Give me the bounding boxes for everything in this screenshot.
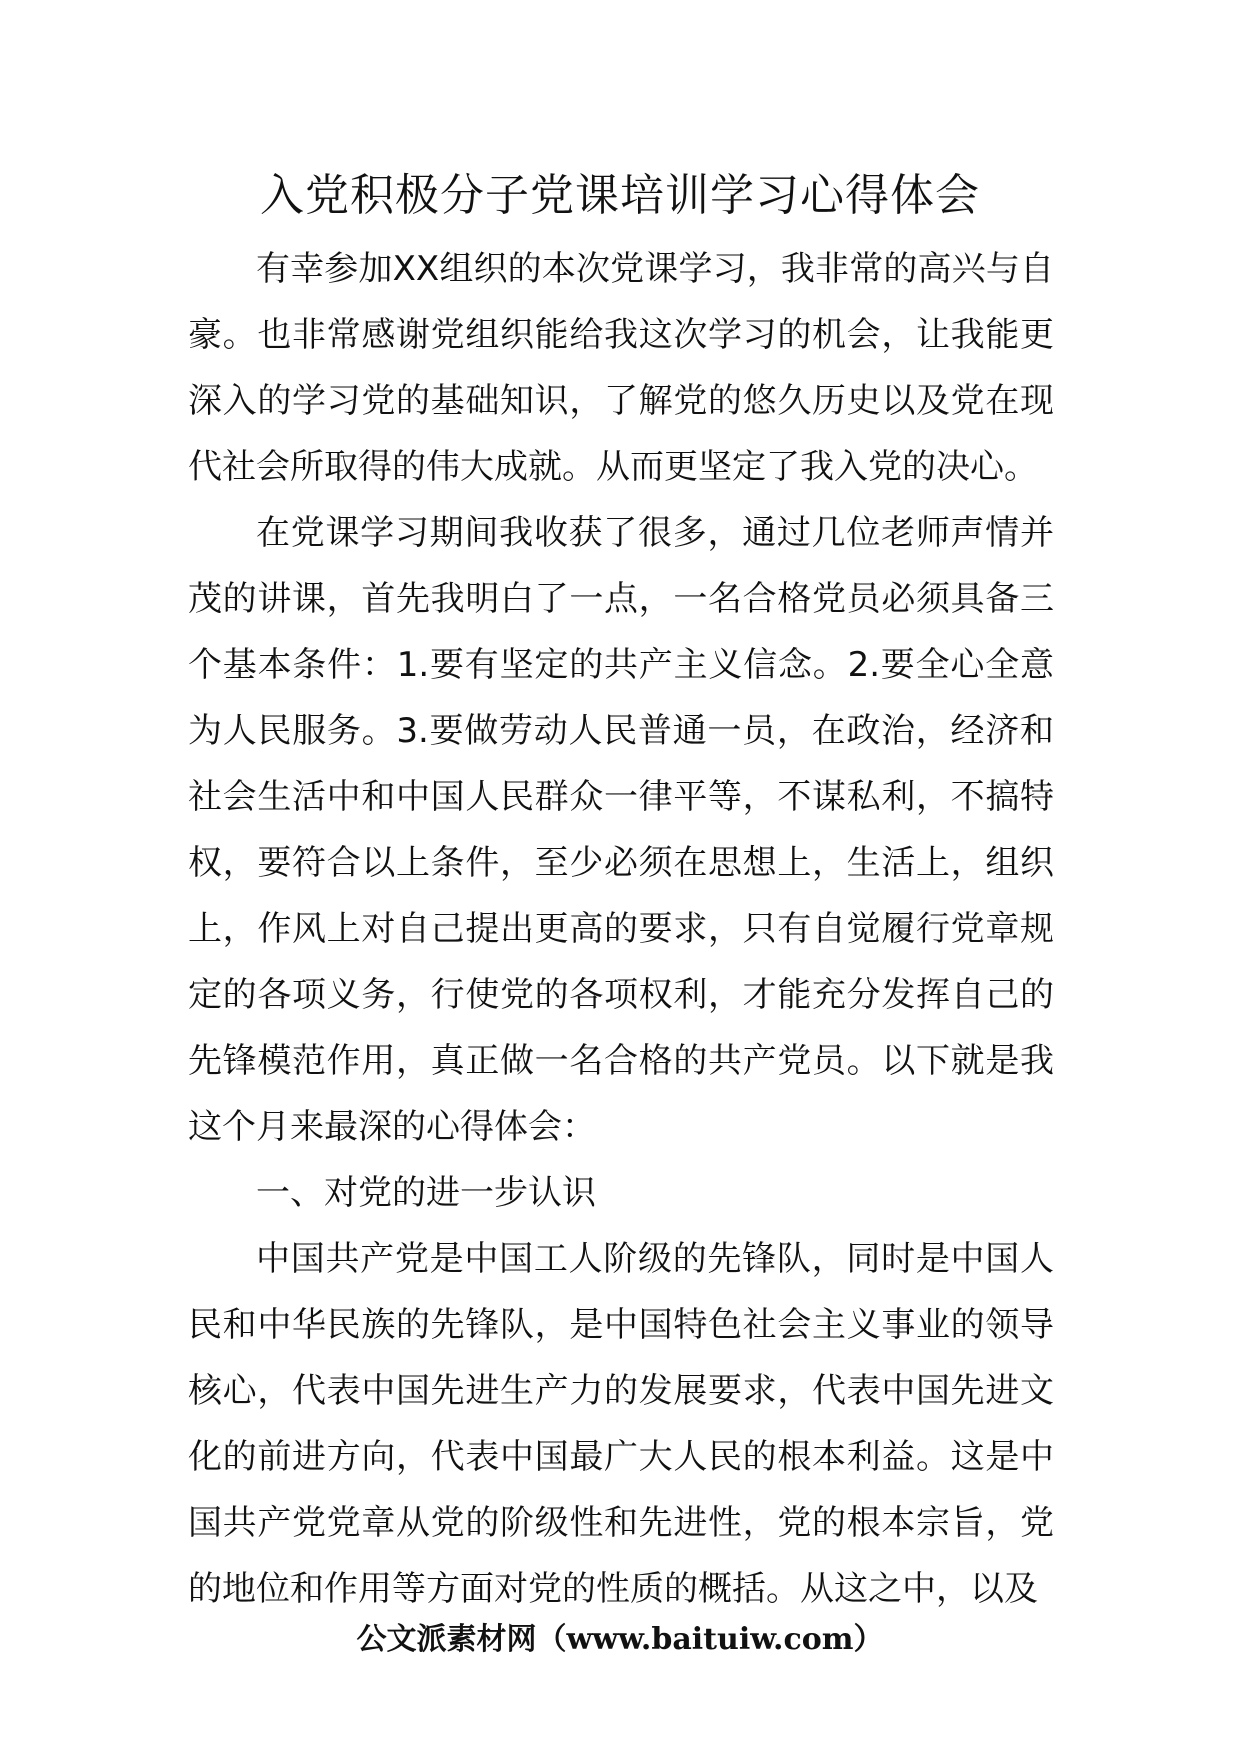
- paragraph-intro: 有幸参加XX组织的本次党课学习，我非常的高兴与自豪。也非常感谢党组织能给我这次学习的机会，让我能更深入的学习党的基础知识，了解党的悠久历史以及党在现代社会所取得的伟大成就。从而更坚定了我入党的决心。: [188, 249, 1054, 487]
- paragraph-party-nature: 中国共产党是中国工人阶级的先锋队，同时是中国人民和中华民族的先锋队，是中国特色社会主义事业的领导核心，代表中国先进生产力的发展要求，代表中国先进文化的前进方向，代表中国最广大人民的根本利益。这是中国共产党党章从党的阶级性和先进性，党的根本宗旨，党的地位和作用等方面对党的性质的概括。从这之中，以及: [188, 1239, 1054, 1609]
- footer-watermark: 公文派素材网（www.baituiw.com）: [356, 1622, 884, 1657]
- paragraph-learning: 在党课学习期间我收获了很多，通过几位老师声情并茂的讲课，首先我明白了一点，一名合格党员必须具备三个基本条件：1.要有坚定的共产主义信念。2.要全心全意为人民服务。3.要做劳动人民普通一员，在政治，经济和社会生活中和中国人民群众一律平等，不谋私利，不搞特权，要符合以上条件，至少必须在思想上，生活上，组织上，作风上对自己提出更高的要求，只有自觉履行党章规定的各项义务，行使党的各项权利，才能充分发挥自己的先锋模范作用，真正做一名合格的共产党员。以下就是我这个月来最深的心得体会：: [188, 513, 1054, 1147]
- document-body: [188, 236, 1054, 1622]
- document-title: 入党积极分子党课培训学习心得体会: [260, 170, 980, 221]
- section-heading: 一、对党的进一步认识: [256, 1173, 596, 1213]
